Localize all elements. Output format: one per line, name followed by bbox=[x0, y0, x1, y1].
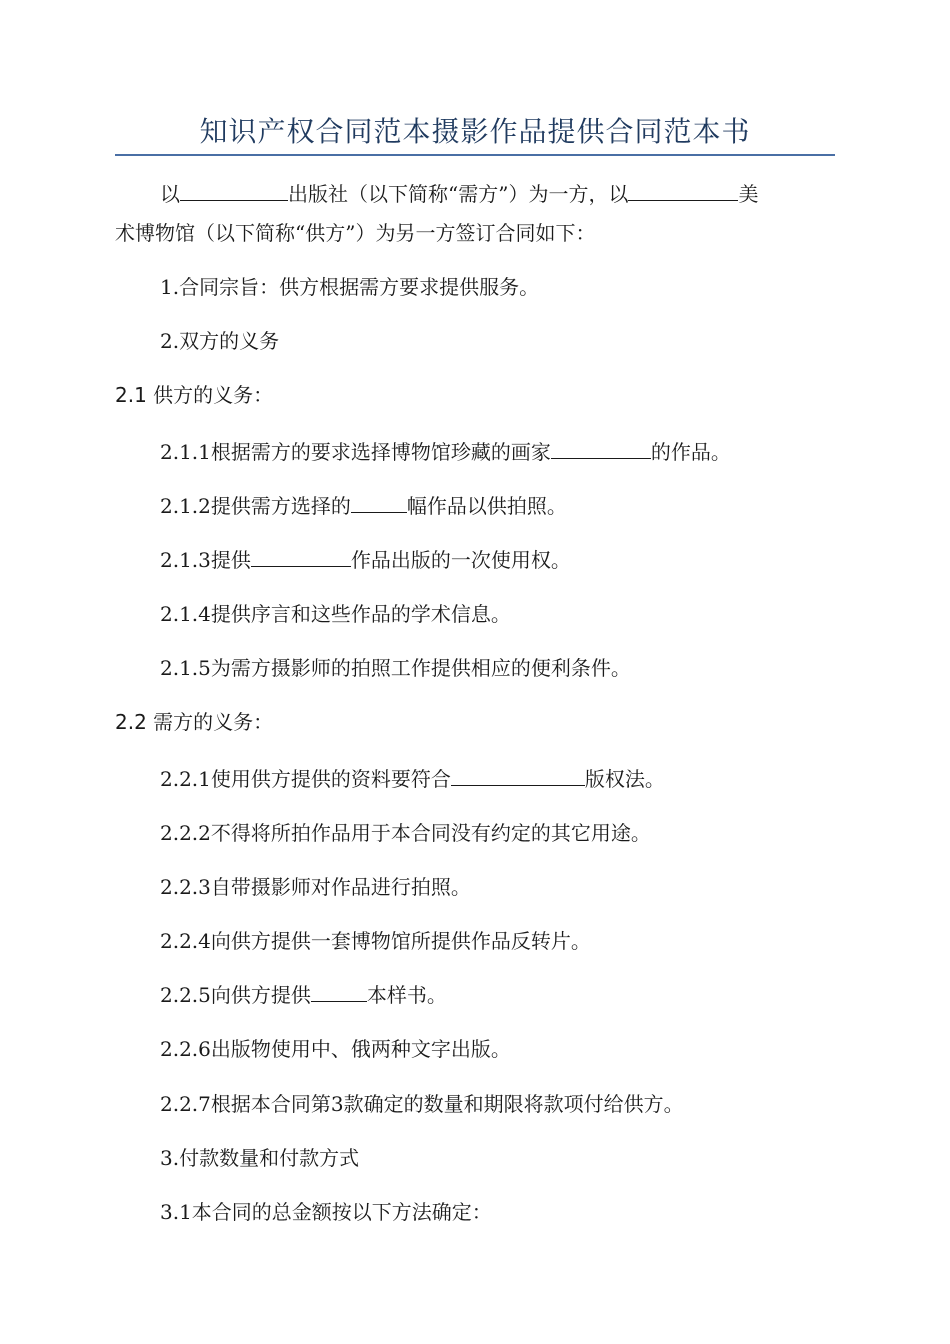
clause-2-1-2-text-a: 2.1.2提供需方选择的 bbox=[160, 494, 351, 518]
clause-2-2-5-text-a: 2.2.5向供方提供 bbox=[160, 983, 311, 1007]
clause-2-2-5 bbox=[160, 981, 447, 1009]
intro-text-1: 以 bbox=[160, 182, 180, 206]
clause-1: 1.合同宗旨：供方根据需方要求提供服务。 bbox=[160, 275, 540, 299]
heading-2-1-text: 供方的义务： bbox=[153, 383, 274, 407]
clause-2-2-1-text-a: 2.2.1使用供方提供的资料要符合 bbox=[160, 767, 451, 791]
clause-2-2-4: 2.2.4向供方提供一套博物馆所提供作品反转片。 bbox=[160, 929, 591, 953]
works-count-blank bbox=[351, 492, 407, 513]
clause-2-2-7: 2.2.7根据本合同第3款确定的数量和期限将款项付给供方。 bbox=[160, 1092, 684, 1116]
clause-2-2-2: 2.2.2不得将所拍作品用于本合同没有约定的其它用途。 bbox=[160, 821, 651, 845]
clause-2: 2.双方的义务 bbox=[160, 329, 280, 353]
clause-2-1-2 bbox=[160, 492, 567, 520]
clause-2-1-3 bbox=[160, 546, 571, 574]
intro-line-2: 术博物馆（以下简称“供方”）为另一方签订合同如下： bbox=[115, 221, 596, 245]
museum-name-blank bbox=[628, 180, 738, 201]
publisher-name-blank bbox=[180, 180, 288, 201]
clause-3: 3.付款数量和付款方式 bbox=[160, 1146, 360, 1170]
heading-2-1 bbox=[115, 381, 273, 409]
intro-line-1 bbox=[160, 180, 758, 208]
heading-2-1-number: 2.1 bbox=[115, 383, 147, 407]
clause-2-2-1 bbox=[160, 765, 665, 793]
heading-2-2 bbox=[115, 708, 273, 736]
clause-3-1: 3.1本合同的总金额按以下方法确定： bbox=[160, 1200, 492, 1224]
clause-2-2-3: 2.2.3自带摄影师对作品进行拍照。 bbox=[160, 875, 471, 899]
works-right-blank bbox=[251, 546, 351, 567]
heading-2-2-text: 需方的义务： bbox=[153, 710, 274, 734]
painter-name-blank bbox=[551, 438, 651, 459]
clause-2-1-3-text-a: 2.1.3提供 bbox=[160, 548, 251, 572]
clause-2-2-6: 2.2.6出版物使用中、俄两种文字出版。 bbox=[160, 1037, 511, 1061]
title-underline bbox=[115, 154, 835, 156]
clause-2-1-2-text-b: 幅作品以供拍照。 bbox=[406, 494, 567, 518]
clause-2-2-5-text-b: 本样书。 bbox=[366, 983, 447, 1007]
clause-2-1-4: 2.1.4提供序言和这些作品的学术信息。 bbox=[160, 602, 511, 626]
intro-text-2: 出版社（以下简称“需方”）为一方，以 bbox=[288, 182, 629, 206]
clause-2-2-1-text-b: 版权法。 bbox=[584, 767, 665, 791]
heading-2-2-number: 2.2 bbox=[115, 710, 147, 734]
clause-2-1-1-text-a: 2.1.1根据需方的要求选择博物馆珍藏的画家 bbox=[160, 440, 551, 464]
sample-books-blank bbox=[311, 981, 367, 1002]
intro-text-3: 美 bbox=[738, 182, 759, 206]
clause-2-1-1 bbox=[160, 438, 731, 466]
document-title: 知识产权合同范本摄影作品提供合同范本书 bbox=[199, 115, 751, 148]
clause-2-1-5: 2.1.5为需方摄影师的拍照工作提供相应的便利条件。 bbox=[160, 656, 631, 680]
clause-2-1-3-text-b: 作品出版的一次使用权。 bbox=[350, 548, 571, 572]
copyright-law-blank bbox=[451, 765, 585, 786]
clause-2-1-1-text-b: 的作品。 bbox=[650, 440, 731, 464]
